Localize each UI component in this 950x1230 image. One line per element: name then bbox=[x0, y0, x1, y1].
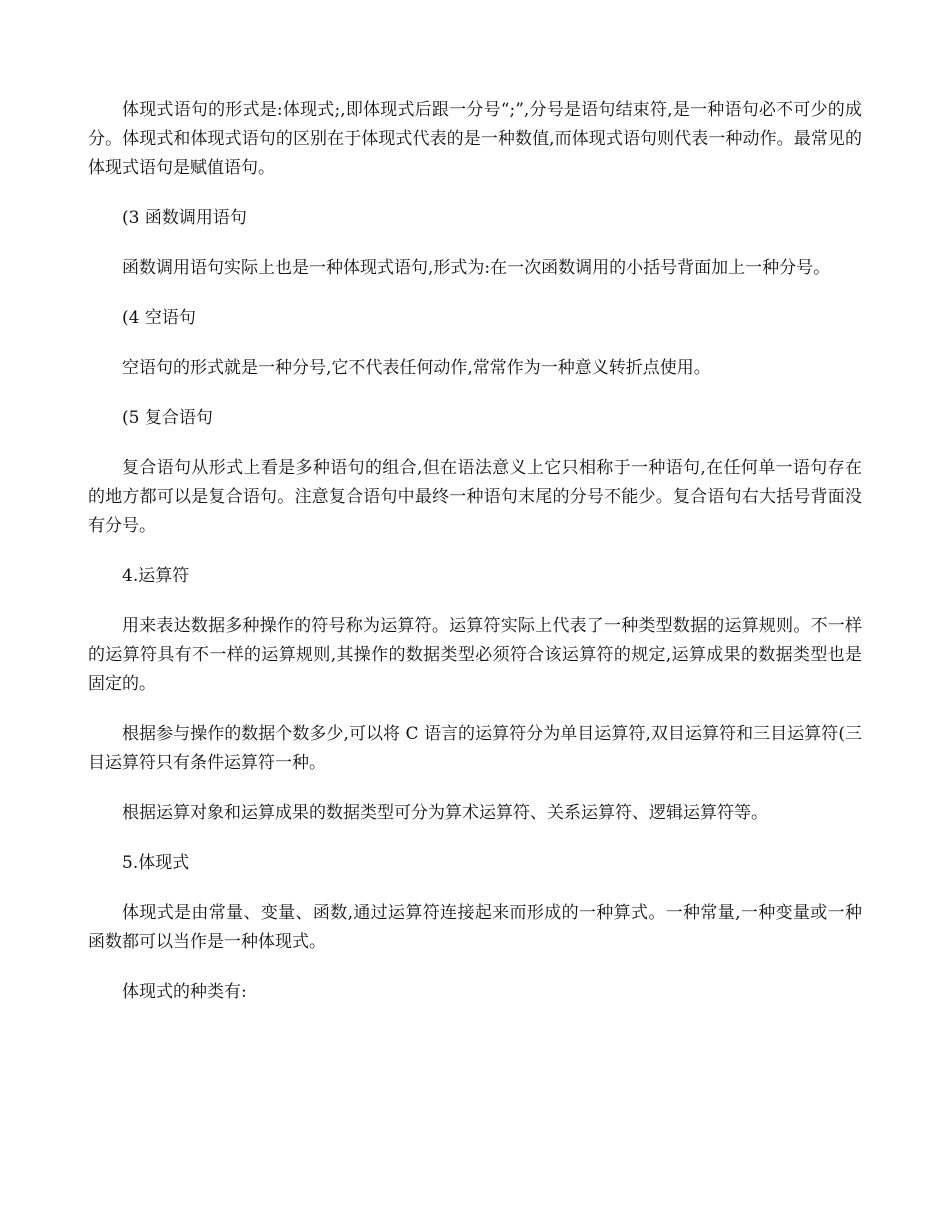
heading-function-call-statement: (3 函数调用语句 bbox=[122, 208, 247, 228]
paragraph-compound-statement: 复合语句从形式上看是多种语句的组合,但在语法意义上它只相称于一种语句,在任何单一语句存在的地方都可以是复合语句。注意复合语句中最终一种语句末尾的分号不能少。复合语句右大括号背面没有分号。 bbox=[88, 458, 862, 536]
heading-expression-kinds: 体现式的种类有: bbox=[122, 982, 247, 1002]
paragraph-function-call-statement: 函数调用语句实际上也是一种体现式语句,形式为:在一次函数调用的小括号背面加上一种分号。 bbox=[122, 258, 831, 278]
paragraph-operators-by-type: 根据运算对象和运算成果的数据类型可分为算术运算符、关系运算符、逻辑运算符等。 bbox=[122, 803, 768, 823]
paragraph-expression-statement: 体现式语句的形式是:体现式;,即体现式后跟一分号“;”,分号是语句结束符,是一种语句必不可少的成分。体现式和体现式语句的区别在于体现式代表的是一种数值,而体现式语句则代表一种动作。最常见的体现式语句是赋值语句。 bbox=[88, 100, 862, 178]
heading-operators: 4.运算符 bbox=[122, 566, 190, 586]
paragraph-operators-by-operand-count: 根据参与操作的数据个数多少,可以将 C 语言的运算符分为单目运算符,双目运算符和三目运算符(三目运算符只有条件运算符一种。 bbox=[88, 724, 862, 773]
document-body bbox=[88, 96, 862, 1028]
paragraph-empty-statement: 空语句的形式就是一种分号,它不代表任何动作,常常作为一种意义转折点使用。 bbox=[122, 358, 711, 378]
paragraph-operators-definition: 用来表达数据多种操作的符号称为运算符。运算符实际上代表了一种类型数据的运算规则。不一样的运算符具有不一样的运算规则,其操作的数据类型必须符合该运算符的规定,运算成果的数据类型也是固定的。 bbox=[88, 616, 862, 694]
heading-compound-statement: (5 复合语句 bbox=[122, 408, 213, 428]
paragraph-expressions-definition: 体现式是由常量、变量、函数,通过运算符连接起来而形成的一种算式。一种常量,一种变量或一种函数都可以当作是一种体现式。 bbox=[88, 903, 862, 952]
heading-expressions: 5.体现式 bbox=[122, 853, 190, 873]
heading-empty-statement: (4 空语句 bbox=[122, 308, 196, 328]
